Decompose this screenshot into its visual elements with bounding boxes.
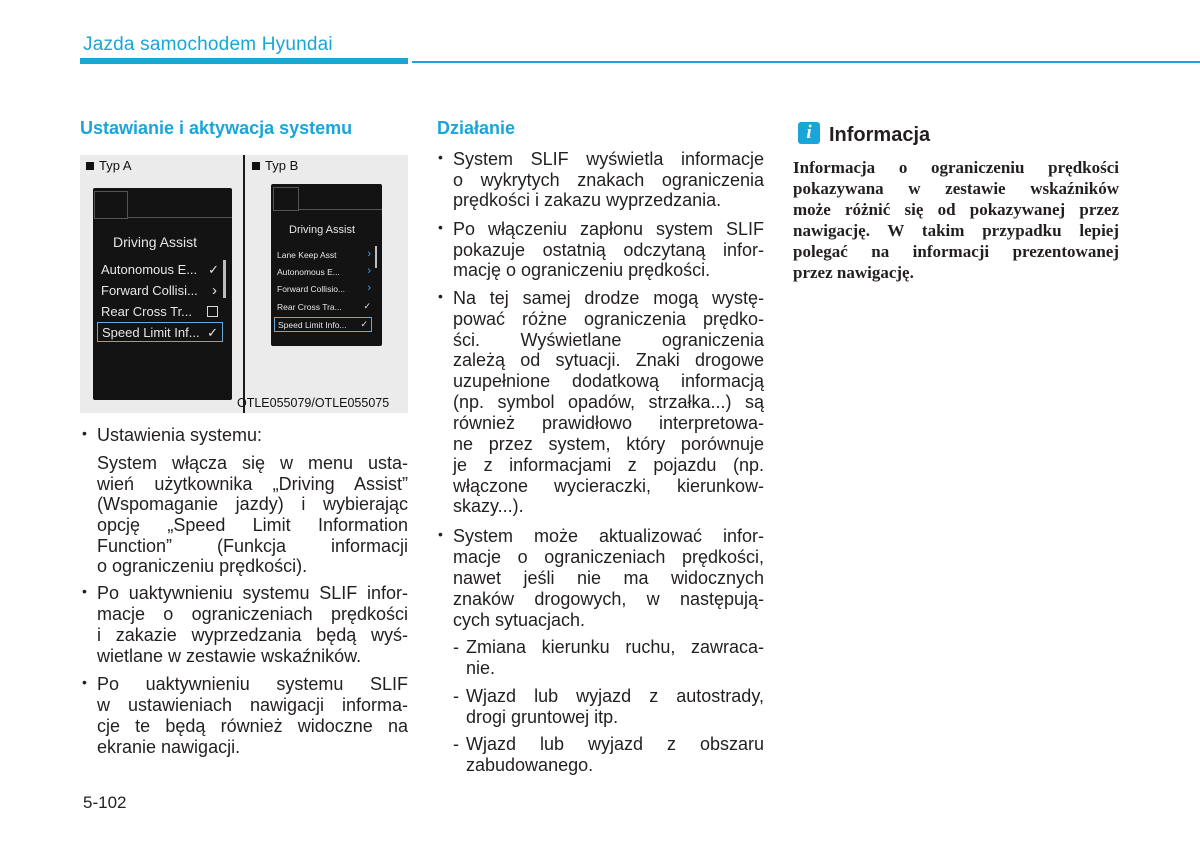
text-line: zależą od sytuacji. Znaki drogowe xyxy=(453,350,764,370)
screen-b-row-selected: Speed Limit Info... ✓ xyxy=(274,317,372,332)
text-line: polegać na informacji prezentowanej xyxy=(793,242,1119,261)
screen-b-row: Forward Collisio... › xyxy=(277,282,371,294)
text-line: pokazywana w zestawie wskaźników xyxy=(793,179,1119,198)
text-line: cych sytuacjach. xyxy=(453,610,586,630)
text-line: System SLIF wyświetla informacje xyxy=(453,149,764,169)
text-line: nawigację. W takim przypadku lepiej xyxy=(793,221,1119,240)
header-rule xyxy=(412,61,1200,63)
chevron-right-icon: › xyxy=(367,248,371,260)
dash-icon: - xyxy=(453,637,459,657)
bullet-icon: • xyxy=(438,526,443,542)
text-line: znaków drogowych, w następują- xyxy=(453,589,764,609)
figure-driving-assist-screens xyxy=(80,155,408,413)
text-line: ści. Wyświetlane ograniczenia xyxy=(453,330,764,350)
text-line: drogi gruntowej itp. xyxy=(466,707,619,727)
chevron-right-icon: › xyxy=(212,282,217,299)
heading-settings: Ustawianie i aktywacja systemu xyxy=(80,118,353,138)
text-line: wietlane w zestawie wskaźników. xyxy=(97,646,362,666)
text-line: Po uaktywnieniu systemu SLIF xyxy=(97,674,408,694)
figure-code: OTLE055079/OTLE055075 xyxy=(237,396,390,410)
text-line: nie. xyxy=(466,658,496,678)
dash-icon: - xyxy=(453,734,459,754)
text-line: uzupełnione dodatkową informacją xyxy=(453,371,764,391)
header-title: Jazda samochodem Hyundai xyxy=(83,34,333,55)
screen-top-line xyxy=(127,217,232,218)
bullet-icon: • xyxy=(82,583,87,599)
text-line: Po uaktywnieniu systemu SLIF infor- xyxy=(97,583,408,603)
screen-b-row: Rear Cross Tra... ✓ xyxy=(277,301,371,312)
screen-b-row: Lane Keep Asst › xyxy=(277,248,371,260)
bullet-icon: • xyxy=(438,149,443,165)
text-line: ekranie nawigacji. xyxy=(97,737,241,757)
header-accent-bar xyxy=(80,58,408,64)
info-heading: Informacja xyxy=(829,124,931,146)
text-line: również prawidłowo interpretowa- xyxy=(453,413,764,433)
text-line: Informacja o ograniczeniu prędkości xyxy=(793,158,1119,177)
dash-icon: - xyxy=(453,686,459,706)
figure-label-a: Typ A xyxy=(86,158,132,173)
screen-a-scrollbar xyxy=(223,260,226,298)
figure-label-b: Typ B xyxy=(252,158,298,173)
checkbox-icon: ✓ xyxy=(207,325,218,340)
text-line: mację o ograniczeniu prędkości. xyxy=(453,260,711,280)
page-number: 5-102 xyxy=(83,793,127,812)
text-line: i zakazie wyprzedzania będą wyś- xyxy=(97,625,408,645)
list-item-title: Ustawienia systemu: xyxy=(97,425,263,445)
text-line: (np. symbol opadów, strzałka...) są xyxy=(453,392,764,412)
square-bullet-icon xyxy=(252,162,260,170)
text-line: (Wspomaganie jazdy) i wybierając xyxy=(97,494,408,514)
text-line: System włącza się w menu usta- xyxy=(97,453,408,473)
text-line: Function” (Funkcja informacji xyxy=(97,536,408,556)
figure-separator xyxy=(243,155,245,413)
screen-a-title: Driving Assist xyxy=(113,234,198,250)
text-line: w ustawieniach nawigacji informa- xyxy=(97,695,408,715)
screen-b-scrollbar xyxy=(375,246,377,268)
bullet-icon: • xyxy=(438,219,443,235)
text-line: Na tej samej drodze mogą wystę- xyxy=(453,288,764,308)
bullet-icon: • xyxy=(82,674,87,690)
screen-top-line xyxy=(298,209,382,210)
screen-b-row: Autonomous E... › xyxy=(277,265,371,277)
screen-corner-box xyxy=(273,187,299,211)
screen-type-a xyxy=(93,188,232,400)
heading-operation: Działanie xyxy=(437,118,516,138)
text-line: o ograniczeniu prędkości). xyxy=(97,556,308,576)
text-line: macje o ograniczeniach prędkości, xyxy=(453,547,764,567)
screen-type-b xyxy=(271,184,382,346)
text-line: je z informacjami z pojazdu (np. xyxy=(453,455,764,475)
screen-corner-box xyxy=(94,191,128,219)
text-line: pokazuje ostatnią odczytaną infor- xyxy=(453,240,764,260)
text-line: o wykrytych znakach ograniczenia xyxy=(453,170,764,190)
screen-a-row: Rear Cross Tr... xyxy=(101,304,219,319)
text-line: System może aktualizować infor- xyxy=(453,526,764,546)
text-line: Po włączeniu zapłonu system SLIF xyxy=(453,219,764,239)
text-line: Wjazd lub wyjazd z autostrady, xyxy=(466,686,764,706)
screen-a-row-selected: Speed Limit Inf... ✓ xyxy=(97,322,223,342)
checkbox-empty-icon xyxy=(207,306,218,317)
bullet-icon: • xyxy=(438,288,443,304)
text-line: Zmiana kierunku ruchu, zawraca- xyxy=(466,637,764,657)
text-line: przez nawigację. xyxy=(793,263,914,282)
checkbox-icon: ✓ xyxy=(208,262,219,277)
text-line: wień użytkownika „Driving Assist” xyxy=(97,474,408,494)
chevron-right-icon: › xyxy=(367,282,371,294)
text-line: skazy...). xyxy=(453,496,524,516)
text-line: zabudowanego. xyxy=(466,755,594,775)
chevron-right-icon: › xyxy=(367,265,371,277)
checkbox-icon: ✓ xyxy=(360,319,368,329)
screen-b-title: Driving Assist xyxy=(289,224,356,236)
screen-a-row: Autonomous E... ✓ xyxy=(101,262,219,277)
text-line: ne przez system, który porównuje xyxy=(453,434,764,454)
checkbox-icon: ✓ xyxy=(363,301,371,311)
text-line: opcję „Speed Limit Information xyxy=(97,515,408,535)
text-line: cje te będą również widoczne na xyxy=(97,716,408,736)
text-line: pować różne ograniczenia prędko- xyxy=(453,309,764,329)
text-line: nawet jeśli nie ma widocznych xyxy=(453,568,764,588)
text-line: prędkości i zakazu wyprzedzania. xyxy=(453,190,722,210)
square-bullet-icon xyxy=(86,162,94,170)
bullet-icon: • xyxy=(82,425,87,441)
text-line: może różnić się od pokazywanej przez xyxy=(793,200,1119,219)
screen-a-row: Forward Collisi... › xyxy=(101,282,217,299)
text-line: Wjazd lub wyjazd z obszaru xyxy=(466,734,764,754)
text-line: włączone wycieraczki, kierunkow- xyxy=(453,476,764,496)
info-icon: i xyxy=(798,122,820,144)
text-line: macje o ograniczeniach prędkości xyxy=(97,604,408,624)
